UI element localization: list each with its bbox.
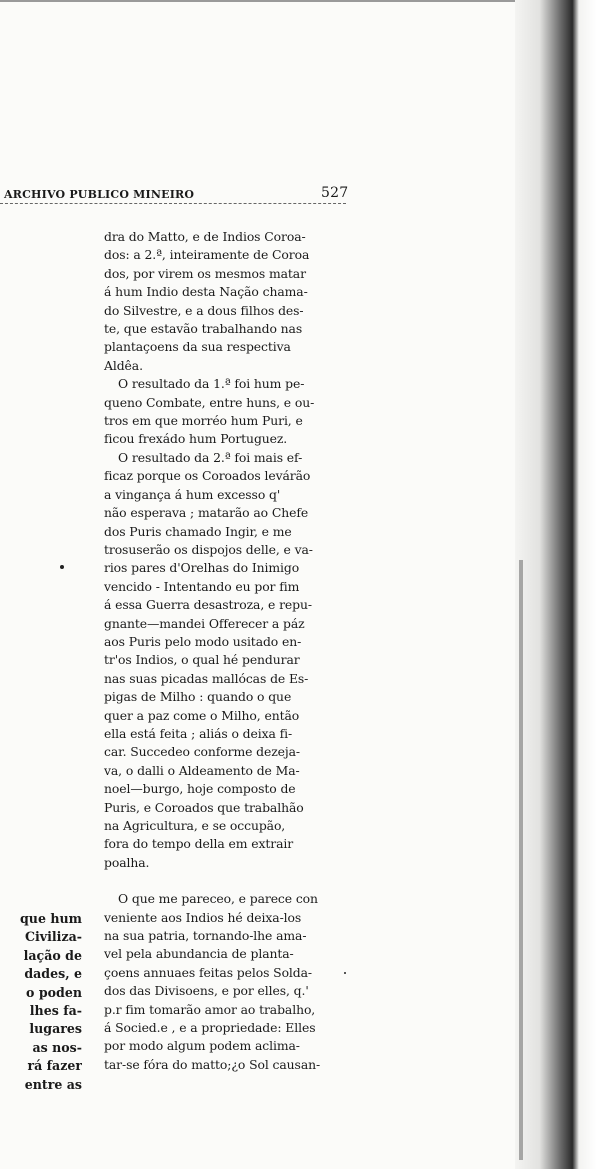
header-rule — [0, 203, 346, 205]
fragment-line: Civiliza- — [24, 929, 82, 945]
gutter-line — [519, 560, 523, 1160]
fragment-line: as nos- — [32, 1039, 82, 1055]
left-column-fragments — [0, 910, 82, 1094]
fragment-line: lação de — [23, 947, 82, 963]
paragraph-3: O resultado da 2.ª foi mais ef- ficaz porque os Coroados levárão a vingança á hum excesso q' não esperava ; matarão ao Chefe dos Puris chamado Ingir, e me trosuserão os dispojos delle, e va- rios pares d'Orelhas do Inimigo vencido - Intentando eu por fim á essa Guerra desastroza, e repu- gnante—mandei Offerecer a páz aos Puris pelo modo usitado en- tr'os Indios, o qual hé pendurar nas suas picadas mallócas de Es- pigas de Milho : quando o que quer a paz come o Milho, então ella está feita ; aliás o deixa fi- car. Succedeo conforme dezeja- va, o dalli o Aldeamento de Ma- noel—burgo, hoje composto de Puris, e Coroados que trabalhão na Agricultura, e se occupão, fora do tempo della em extrair poalha. — [104, 449, 313, 870]
main-text-column — [104, 228, 344, 1074]
fragment-line: o poden — [26, 984, 82, 1000]
top-edge-rule — [0, 0, 560, 2]
paragraph-2: O resultado da 1.ª foi hum pe- queno Combate, entre huns, e ou- tros em que morréo hum Puri, e ficou frexádo hum Portuguez. — [104, 376, 315, 447]
ink-speck — [60, 565, 64, 569]
paragraph-1: dra do Matto, e de Indios Coroa- dos: a 2.ª, inteiramente de Coroa dos, por virem os mesmos matar á hum Indio desta Nação chama- do Silvestre, e a dous filhos des- te, que estavão trabalhando nas plantaçoens da sua respectiva Aldêa. — [104, 229, 310, 373]
running-title: ARCHIVO PUBLICO MINEIRO — [4, 188, 195, 201]
ink-speck — [344, 972, 346, 974]
fragment-line: dades, e — [24, 966, 82, 982]
fragment-line: rá fazer — [27, 1058, 82, 1074]
fragment-line: que hum — [20, 911, 82, 926]
fragment-line: lhes fa- — [29, 1002, 82, 1018]
page-header — [0, 183, 350, 205]
paragraph-4: O que me pareceo, e parece con veniente aos Indios hé deixa-los na sua patria, tornando-lhe ama- vel pela abundancia de planta- çoens annuaes feitas pelos Solda- dos das Divisoens, e por elles, q.' p.r fim tomarão amor ao trabalho, á Socied.e , e a propriedade: Elles por modo algum podem aclima- tar-se fóra do matto;¿o Sol causan- — [104, 891, 321, 1072]
page-gutter-shadow — [515, 0, 597, 1169]
fragment-line: entre as — [24, 1076, 82, 1092]
page-number: 527 — [321, 185, 349, 201]
fragment-line: lugares — [29, 1021, 82, 1037]
